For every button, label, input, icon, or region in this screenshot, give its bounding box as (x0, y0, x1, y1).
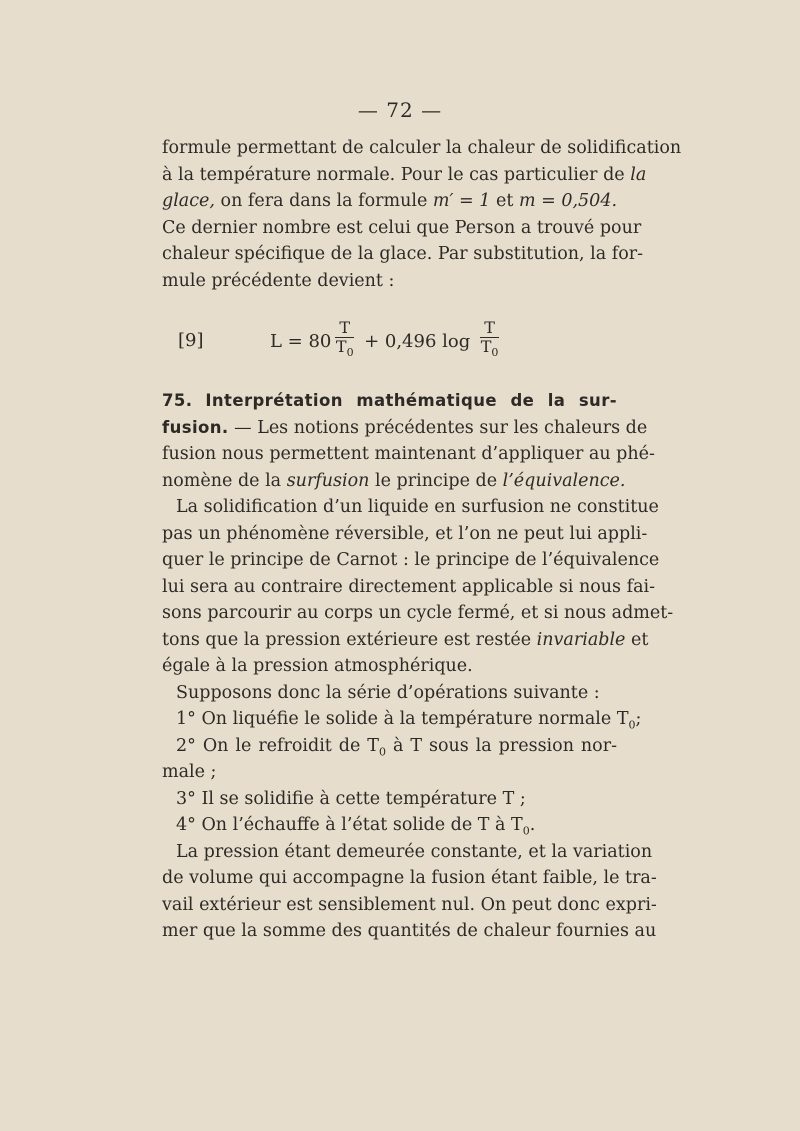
text-line: tons que la pression extérieure est restée invariable et (162, 629, 649, 650)
text-line: Supposons donc la série d’opérations suivante : (176, 682, 600, 703)
formula-middle: + 0,496 log (364, 330, 471, 352)
text-line: fusion nous permettent maintenant d’appliquer au phé- (162, 444, 655, 464)
text-line: vail extérieur est sensiblement nul. On peut donc expri- (162, 894, 657, 915)
fraction-numerator: T (335, 319, 354, 338)
section-heading: 75. Interprétation mathématique de la sur- (162, 391, 617, 410)
step-4: 4° On l’échauffe à l’état solide de T à $T_0$. (176, 815, 536, 838)
text-line: La solidification d’un liquide en surfusion ne constitue (176, 497, 659, 517)
text-line: quer le principe de Carnot : le principe de l’équivalence (162, 550, 660, 570)
text-line: pas un phénomène réversible, et l’on ne peut lui appli- (162, 523, 648, 544)
text-line: lui sera au contraire directement applicable si nous fai- (162, 576, 656, 597)
text-line: de volume qui accompagne la fusion étant faible, le tra- (162, 868, 657, 888)
fraction-denominator: $T_0$ (480, 337, 499, 360)
text-line: sons parcourir au corps un cycle fermé, et si nous admet- (162, 603, 674, 623)
text-line: égale à la pression atmosphérique. (162, 656, 473, 676)
step-2-cont: male ; (162, 762, 217, 782)
paragraph-intro (162, 135, 682, 294)
text-line: Ce dernier nombre est celui que Person a trouvé pour (162, 217, 642, 238)
fraction-denominator: $T_0$ (335, 337, 354, 360)
text-line: mer que la somme des quantités de chaleur fournies au (162, 921, 657, 941)
fraction-numerator: T (480, 319, 499, 338)
formula-body (270, 316, 503, 366)
step-3: 3° Il se solidifie à cette température T ; (176, 788, 526, 809)
formula-9 (178, 316, 578, 366)
text-line: à la température normale. Pour le cas particulier de la (162, 164, 647, 185)
text-line: nomène de la surfusion le principe de l’équivalence. (162, 470, 626, 491)
formula-lhs: L = 80 (270, 330, 332, 352)
text-line: mule précédente devient : (162, 270, 395, 291)
section-75 (162, 388, 674, 945)
text-line: glace, on fera dans la formule m′ = 1 et m = 0,504. (162, 191, 618, 211)
fraction (480, 319, 499, 362)
text-line: chaleur spécifique de la glace. Par substitution, la for- (162, 244, 644, 264)
fraction (335, 319, 354, 362)
formula-number: [9] (178, 330, 204, 351)
step-1: 1° On liquéfie le solide à la température normale $T_0$; (176, 709, 642, 732)
page-number: — 72 — (357, 98, 443, 122)
text-line: La pression étant demeurée constante, et la variation (176, 841, 653, 862)
text-line: fusion. — Les notions précédentes sur les chaleurs de (162, 417, 648, 438)
step-2: 2° On le refroidit de $T_0$ à T sous la pression nor- (176, 735, 617, 758)
text-line: formule permettant de calculer la chaleur de solidification (162, 138, 682, 158)
